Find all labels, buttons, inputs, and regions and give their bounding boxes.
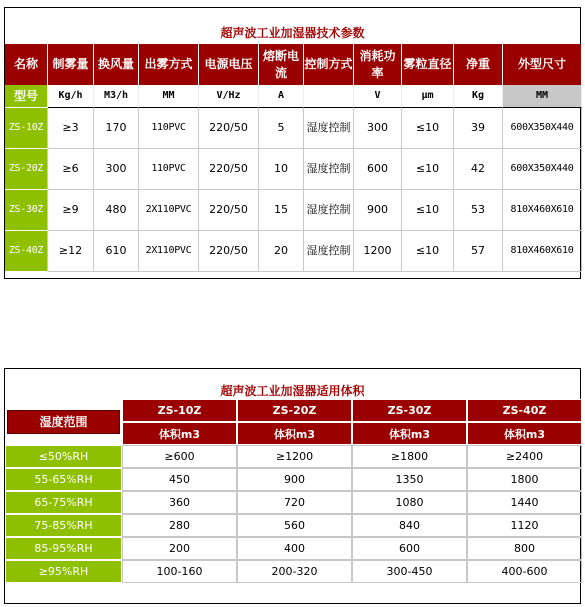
spec-cell: 湿度控制 [304, 108, 354, 149]
spec-cell: 10 [259, 149, 304, 190]
spec-cell: 220/50 [199, 190, 259, 231]
spec-unit-cell: MM [139, 85, 199, 108]
volume-cell: 1080 [352, 491, 467, 514]
spec-header-cell: 控制方式 [304, 44, 354, 85]
model-header: ZS-40Z [467, 399, 582, 422]
spec-cell: 2X110PVC [139, 190, 199, 231]
volume-table-row [5, 560, 582, 583]
spec-cell: 810X460X610 [503, 190, 582, 231]
volume-table [5, 399, 582, 583]
model-cell: ZS-10Z [5, 108, 48, 149]
volume-cell: 100-160 [122, 560, 237, 583]
spec-header-cell: 熔断电流 [259, 44, 304, 85]
humidity-range-cell: 65-75%RH [5, 491, 122, 514]
humidity-range-cell: ≥95%RH [5, 560, 122, 583]
spec-cell: 220/50 [199, 108, 259, 149]
spec-cell: ≥6 [48, 149, 94, 190]
volume-cell: 800 [467, 537, 582, 560]
volume-cell: 200 [122, 537, 237, 560]
volume-table-row [5, 445, 582, 468]
model-cell: ZS-20Z [5, 149, 48, 190]
volume-cell: 200-320 [237, 560, 352, 583]
spec-table-title: 超声波工业加湿器技术参数 [220, 26, 365, 40]
spec-cell: 42 [454, 149, 503, 190]
volume-cell: 1350 [352, 468, 467, 491]
spec-unit-cell [304, 85, 354, 108]
humidity-range-cell: 85-95%RH [5, 537, 122, 560]
spec-panel [4, 7, 581, 279]
spec-unit-cell: V [354, 85, 402, 108]
spec-unit-cell: 型号 [5, 85, 48, 108]
spec-cell: ≥9 [48, 190, 94, 231]
spec-cell: 600X350X440 [503, 149, 582, 190]
spec-header-cell: 名称 [5, 44, 48, 85]
spec-header-cell: 雾粒直径 [402, 44, 454, 85]
spec-cell: 110PVC [139, 149, 199, 190]
spec-cell: 610 [94, 231, 139, 272]
volume-model-row [5, 399, 582, 422]
spec-cell: 39 [454, 108, 503, 149]
spec-cell: 2X110PVC [139, 231, 199, 272]
spec-cell: 110PVC [139, 108, 199, 149]
spec-table-row [5, 190, 582, 231]
spec-cell: 810X460X610 [503, 231, 582, 272]
spec-cell: 220/50 [199, 231, 259, 272]
volume-unit-header: 体积m3 [352, 422, 467, 445]
spec-header-cell: 电源电压 [199, 44, 259, 85]
spec-table-row [5, 231, 582, 272]
volume-cell: 1440 [467, 491, 582, 514]
range-header-label: 湿度范围 [7, 410, 120, 434]
volume-cell: 400-600 [467, 560, 582, 583]
spec-unit-cell: M3/h [94, 85, 139, 108]
spec-cell: 57 [454, 231, 503, 272]
volume-cell: 840 [352, 514, 467, 537]
spec-cell: 600 [354, 149, 402, 190]
spec-cell: 300 [354, 108, 402, 149]
spec-unit-cell: V/Hz [199, 85, 259, 108]
spec-unit-cell: A [259, 85, 304, 108]
spec-table [5, 44, 582, 272]
volume-cell: ≥600 [122, 445, 237, 468]
volume-table-row [5, 514, 582, 537]
spec-unit-cell: Kg [454, 85, 503, 108]
spec-unit-row [5, 85, 582, 108]
spec-cell: 300 [94, 149, 139, 190]
volume-cell: 720 [237, 491, 352, 514]
volume-panel [4, 368, 581, 604]
spec-cell: 湿度控制 [304, 231, 354, 272]
model-cell: ZS-30Z [5, 190, 48, 231]
spec-header-cell: 制雾量 [48, 44, 94, 85]
volume-table-row [5, 537, 582, 560]
humidity-range-cell: 55-65%RH [5, 468, 122, 491]
spec-cell: 1200 [354, 231, 402, 272]
spec-cell: 湿度控制 [304, 149, 354, 190]
volume-table-title: 超声波工业加湿器适用体积 [220, 384, 365, 398]
spec-cell: 600X350X440 [503, 108, 582, 149]
spec-table-row [5, 108, 582, 149]
spec-cell: ≤10 [402, 149, 454, 190]
spec-header-row [5, 44, 582, 85]
spec-header-cell: 出雾方式 [139, 44, 199, 85]
spec-cell: 53 [454, 190, 503, 231]
spec-header-cell: 外型尺寸 [503, 44, 582, 85]
spec-cell: ≥3 [48, 108, 94, 149]
spec-cell: 15 [259, 190, 304, 231]
volume-cell: 450 [122, 468, 237, 491]
volume-table-row [5, 491, 582, 514]
spec-header-cell: 换风量 [94, 44, 139, 85]
volume-cell: 300-450 [352, 560, 467, 583]
volume-cell: ≥2400 [467, 445, 582, 468]
volume-table-row [5, 468, 582, 491]
spec-unit-cell: μm [402, 85, 454, 108]
humidity-range-cell: 75-85%RH [5, 514, 122, 537]
humidity-range-cell: ≤50%RH [5, 445, 122, 468]
volume-cell: 900 [237, 468, 352, 491]
spec-cell: 5 [259, 108, 304, 149]
spec-cell: ≤10 [402, 108, 454, 149]
volume-cell: ≥1800 [352, 445, 467, 468]
volume-cell: 600 [352, 537, 467, 560]
spec-unit-cell: Kg/h [48, 85, 94, 108]
spec-cell: 220/50 [199, 149, 259, 190]
volume-cell: ≥1200 [237, 445, 352, 468]
spec-cell: ≤10 [402, 231, 454, 272]
spec-unit-cell: MM [503, 85, 582, 108]
spec-header-cell: 净重 [454, 44, 503, 85]
volume-cell: 280 [122, 514, 237, 537]
volume-cell: 1800 [467, 468, 582, 491]
model-cell: ZS-40Z [5, 231, 48, 272]
volume-unit-header: 体积m3 [122, 422, 237, 445]
volume-unit-header: 体积m3 [467, 422, 582, 445]
model-header: ZS-10Z [122, 399, 237, 422]
range-header [5, 399, 122, 445]
volume-cell: 1120 [467, 514, 582, 537]
model-header: ZS-30Z [352, 399, 467, 422]
spec-cell: 900 [354, 190, 402, 231]
spec-header-cell: 消耗功率 [354, 44, 402, 85]
spec-cell: 20 [259, 231, 304, 272]
spec-table-row [5, 149, 582, 190]
spec-cell: 湿度控制 [304, 190, 354, 231]
model-header: ZS-20Z [237, 399, 352, 422]
spec-cell: 480 [94, 190, 139, 231]
spec-cell: ≥12 [48, 231, 94, 272]
volume-cell: 400 [237, 537, 352, 560]
volume-unit-header: 体积m3 [237, 422, 352, 445]
spec-cell: 170 [94, 108, 139, 149]
spec-cell: ≤10 [402, 190, 454, 231]
volume-cell: 560 [237, 514, 352, 537]
volume-cell: 360 [122, 491, 237, 514]
